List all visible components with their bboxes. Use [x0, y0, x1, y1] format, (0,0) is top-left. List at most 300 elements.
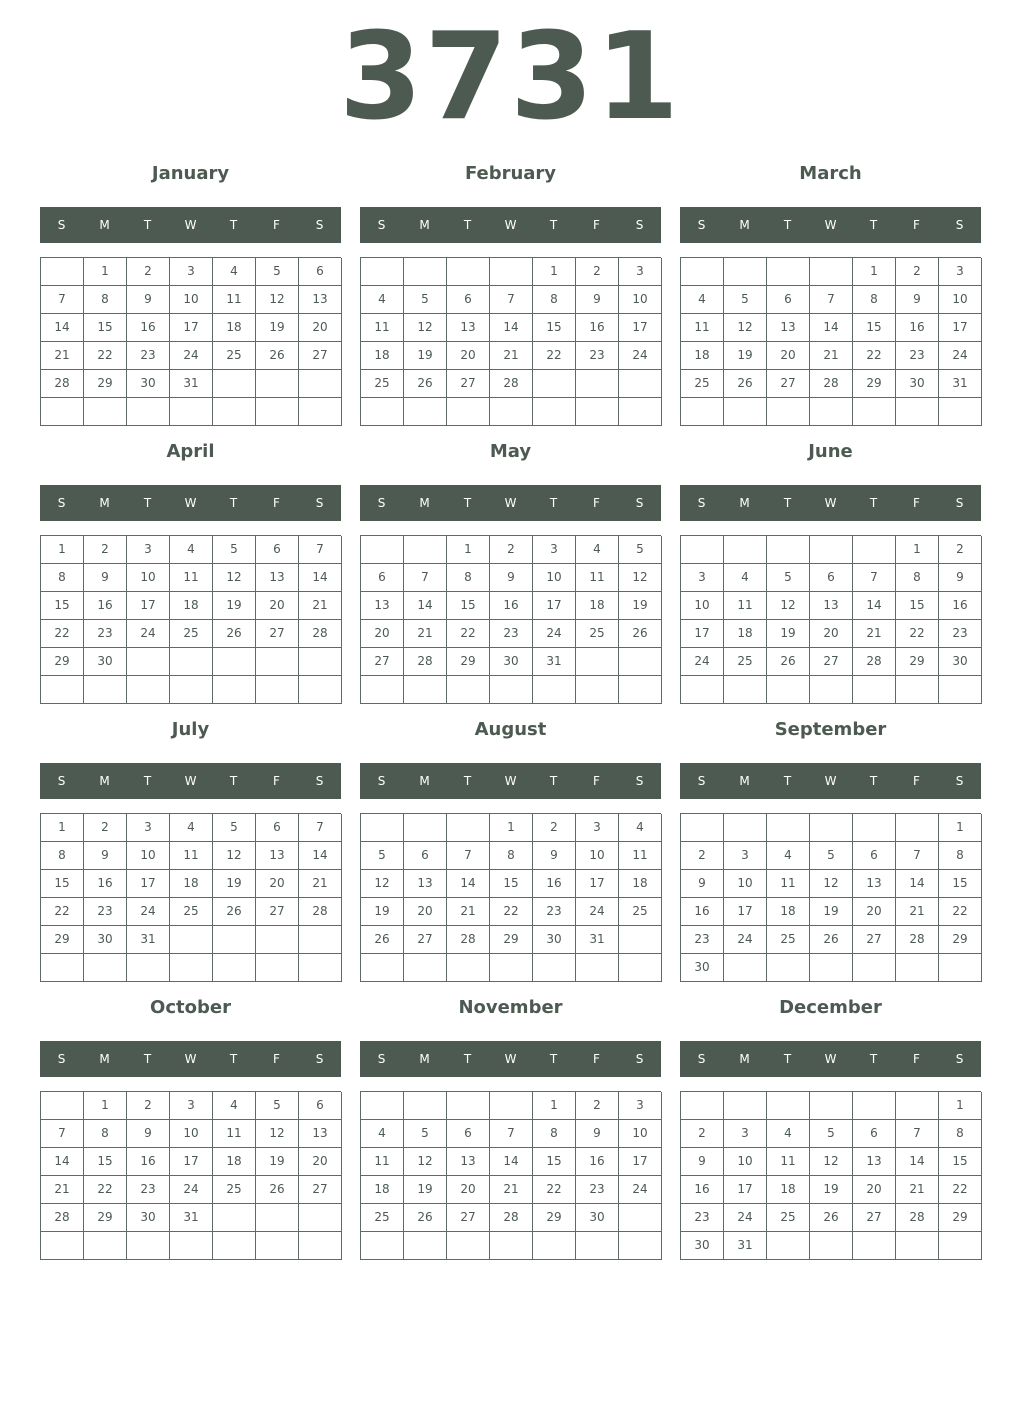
day-cell: 11 — [681, 314, 724, 342]
day-cell: 12 — [724, 314, 767, 342]
day-cell: 11 — [170, 842, 213, 870]
day-cell: 5 — [213, 814, 256, 842]
day-cell: 29 — [533, 1204, 576, 1232]
day-cell: 22 — [939, 898, 982, 926]
weekday-label: T — [229, 496, 238, 510]
empty-day-cell — [767, 398, 810, 426]
day-cell: 4 — [213, 1092, 256, 1120]
day-cell: 4 — [681, 286, 724, 314]
day-cell: 18 — [213, 1148, 256, 1176]
day-cell: 18 — [170, 592, 213, 620]
day-cell: 14 — [490, 314, 533, 342]
empty-day-cell — [490, 954, 533, 982]
month-name: June — [808, 441, 853, 462]
day-cell: 15 — [939, 870, 982, 898]
day-cell: 18 — [724, 620, 767, 648]
weekday-label: T — [869, 774, 878, 788]
empty-day-cell — [681, 398, 724, 426]
weekday-label: W — [184, 1052, 197, 1066]
weekday-label: M — [419, 1052, 430, 1066]
day-cell: 7 — [490, 286, 533, 314]
day-cell: 30 — [127, 370, 170, 398]
weekday-label: W — [504, 1052, 517, 1066]
empty-day-cell — [127, 954, 170, 982]
day-cell: 9 — [84, 564, 127, 592]
day-cell: 14 — [404, 592, 447, 620]
empty-day-cell — [256, 676, 299, 704]
day-cell: 6 — [256, 536, 299, 564]
weekday-label: W — [824, 218, 837, 232]
empty-day-cell — [724, 1092, 767, 1120]
empty-day-cell — [681, 676, 724, 704]
day-cell: 24 — [533, 620, 576, 648]
day-cell: 11 — [767, 870, 810, 898]
day-cell: 29 — [447, 648, 490, 676]
empty-day-cell — [533, 1232, 576, 1260]
empty-day-cell — [361, 258, 404, 286]
weekday-label: S — [635, 496, 644, 510]
empty-day-cell — [576, 370, 619, 398]
day-cell: 31 — [939, 370, 982, 398]
empty-day-cell — [853, 1092, 896, 1120]
day-cell: 15 — [939, 1148, 982, 1176]
weekday-label: W — [184, 774, 197, 788]
day-cell: 17 — [619, 314, 662, 342]
day-cell: 30 — [533, 926, 576, 954]
day-cell: 3 — [724, 1120, 767, 1148]
weekday-label: W — [824, 1052, 837, 1066]
day-cell: 12 — [810, 1148, 853, 1176]
day-cell: 14 — [853, 592, 896, 620]
day-cell: 1 — [41, 814, 84, 842]
weekday-label: T — [869, 218, 878, 232]
day-cell: 21 — [447, 898, 490, 926]
weekday-label: S — [315, 774, 324, 788]
weekday-label: F — [913, 496, 920, 510]
day-cell: 21 — [490, 342, 533, 370]
day-grid — [680, 535, 981, 704]
day-cell: 11 — [576, 564, 619, 592]
day-cell: 17 — [170, 1148, 213, 1176]
day-cell: 25 — [361, 1204, 404, 1232]
day-cell: 19 — [213, 592, 256, 620]
day-cell: 7 — [41, 1120, 84, 1148]
day-cell: 7 — [490, 1120, 533, 1148]
day-cell: 14 — [299, 564, 342, 592]
day-cell: 18 — [170, 870, 213, 898]
day-cell: 12 — [404, 314, 447, 342]
empty-day-cell — [724, 536, 767, 564]
day-cell: 1 — [84, 258, 127, 286]
day-cell: 18 — [213, 314, 256, 342]
day-grid — [680, 257, 981, 426]
day-cell: 26 — [256, 342, 299, 370]
day-cell: 16 — [681, 898, 724, 926]
empty-day-cell — [299, 648, 342, 676]
day-cell: 19 — [767, 620, 810, 648]
weekday-label: S — [377, 1052, 386, 1066]
day-cell: 21 — [810, 342, 853, 370]
day-cell: 1 — [84, 1092, 127, 1120]
weekday-label: S — [635, 218, 644, 232]
day-cell: 7 — [41, 286, 84, 314]
empty-day-cell — [619, 1204, 662, 1232]
day-cell: 9 — [84, 842, 127, 870]
day-cell: 11 — [170, 564, 213, 592]
weekday-label: T — [549, 1052, 558, 1066]
empty-day-cell — [127, 398, 170, 426]
empty-day-cell — [213, 676, 256, 704]
day-cell: 18 — [576, 592, 619, 620]
empty-day-cell — [170, 954, 213, 982]
day-cell: 5 — [256, 1092, 299, 1120]
weekday-label: T — [783, 218, 792, 232]
day-cell: 14 — [41, 1148, 84, 1176]
day-cell: 8 — [533, 1120, 576, 1148]
day-cell: 20 — [447, 342, 490, 370]
weekday-label: F — [913, 1052, 920, 1066]
weekday-label: W — [504, 496, 517, 510]
day-cell: 22 — [939, 1176, 982, 1204]
day-cell: 22 — [490, 898, 533, 926]
empty-day-cell — [447, 814, 490, 842]
weekday-label: S — [315, 218, 324, 232]
day-cell: 5 — [213, 536, 256, 564]
weekday-label: T — [463, 774, 472, 788]
empty-day-cell — [361, 676, 404, 704]
empty-day-cell — [490, 258, 533, 286]
day-cell: 13 — [853, 870, 896, 898]
weekday-header — [680, 1041, 981, 1077]
day-cell: 2 — [896, 258, 939, 286]
month-name: August — [474, 719, 547, 740]
day-cell: 31 — [170, 370, 213, 398]
day-cell: 28 — [299, 898, 342, 926]
day-cell: 10 — [533, 564, 576, 592]
day-cell: 16 — [576, 314, 619, 342]
day-cell: 15 — [41, 592, 84, 620]
day-cell: 21 — [896, 1176, 939, 1204]
empty-day-cell — [853, 954, 896, 982]
weekday-label: T — [549, 774, 558, 788]
weekday-label: T — [783, 774, 792, 788]
day-cell: 20 — [767, 342, 810, 370]
day-cell: 3 — [170, 1092, 213, 1120]
empty-day-cell — [299, 954, 342, 982]
day-cell: 7 — [853, 564, 896, 592]
day-cell: 2 — [490, 536, 533, 564]
empty-day-cell — [724, 814, 767, 842]
day-cell: 19 — [810, 1176, 853, 1204]
weekday-label: T — [783, 496, 792, 510]
day-cell: 1 — [896, 536, 939, 564]
empty-day-cell — [681, 258, 724, 286]
day-grid — [360, 535, 661, 704]
day-cell: 17 — [533, 592, 576, 620]
day-cell: 25 — [213, 342, 256, 370]
day-cell: 25 — [170, 620, 213, 648]
weekday-label: S — [635, 1052, 644, 1066]
weekday-label: S — [955, 1052, 964, 1066]
day-cell: 1 — [41, 536, 84, 564]
weekday-label: F — [593, 218, 600, 232]
day-cell: 9 — [939, 564, 982, 592]
day-cell: 3 — [681, 564, 724, 592]
day-cell: 22 — [447, 620, 490, 648]
empty-day-cell — [447, 258, 490, 286]
day-cell: 12 — [213, 564, 256, 592]
empty-day-cell — [853, 676, 896, 704]
day-cell: 30 — [576, 1204, 619, 1232]
day-cell: 15 — [490, 870, 533, 898]
day-cell: 21 — [41, 342, 84, 370]
day-cell: 12 — [767, 592, 810, 620]
day-cell: 9 — [533, 842, 576, 870]
day-cell: 24 — [170, 1176, 213, 1204]
day-cell: 6 — [256, 814, 299, 842]
day-cell: 11 — [724, 592, 767, 620]
weekday-label: S — [315, 496, 324, 510]
day-cell: 29 — [853, 370, 896, 398]
day-cell: 25 — [170, 898, 213, 926]
day-cell: 6 — [361, 564, 404, 592]
day-cell: 10 — [724, 1148, 767, 1176]
day-cell: 23 — [939, 620, 982, 648]
day-cell: 13 — [256, 842, 299, 870]
empty-day-cell — [896, 814, 939, 842]
empty-day-cell — [853, 536, 896, 564]
day-cell: 2 — [84, 814, 127, 842]
day-grid — [360, 1091, 661, 1260]
month-name: October — [150, 997, 231, 1018]
weekday-label: S — [57, 496, 66, 510]
day-cell: 3 — [619, 258, 662, 286]
weekday-label: S — [955, 218, 964, 232]
day-cell: 26 — [404, 370, 447, 398]
empty-day-cell — [490, 1232, 533, 1260]
day-cell: 27 — [361, 648, 404, 676]
empty-day-cell — [361, 1232, 404, 1260]
empty-day-cell — [767, 1232, 810, 1260]
empty-day-cell — [256, 398, 299, 426]
day-cell: 7 — [896, 842, 939, 870]
empty-day-cell — [619, 1232, 662, 1260]
day-cell: 12 — [404, 1148, 447, 1176]
day-cell: 6 — [447, 286, 490, 314]
empty-day-cell — [404, 258, 447, 286]
weekday-header — [360, 485, 661, 521]
empty-day-cell — [724, 258, 767, 286]
day-cell: 11 — [767, 1148, 810, 1176]
empty-day-cell — [533, 398, 576, 426]
empty-day-cell — [447, 1232, 490, 1260]
month-name: July — [171, 719, 210, 740]
day-cell: 9 — [576, 286, 619, 314]
day-cell: 20 — [299, 1148, 342, 1176]
day-cell: 20 — [299, 314, 342, 342]
day-cell: 15 — [41, 870, 84, 898]
weekday-label: F — [593, 1052, 600, 1066]
empty-day-cell — [490, 1092, 533, 1120]
weekday-header — [40, 1041, 341, 1077]
day-cell: 7 — [404, 564, 447, 592]
day-cell: 6 — [853, 1120, 896, 1148]
empty-day-cell — [84, 676, 127, 704]
empty-day-cell — [84, 1232, 127, 1260]
day-cell: 2 — [939, 536, 982, 564]
empty-day-cell — [361, 1092, 404, 1120]
day-cell: 8 — [896, 564, 939, 592]
weekday-label: M — [419, 496, 430, 510]
day-cell: 8 — [490, 842, 533, 870]
day-cell: 4 — [767, 1120, 810, 1148]
day-cell: 27 — [810, 648, 853, 676]
empty-day-cell — [170, 398, 213, 426]
day-cell: 23 — [576, 1176, 619, 1204]
day-cell: 30 — [490, 648, 533, 676]
day-cell: 3 — [533, 536, 576, 564]
day-cell: 20 — [404, 898, 447, 926]
day-cell: 6 — [767, 286, 810, 314]
empty-day-cell — [213, 954, 256, 982]
weekday-header — [360, 207, 661, 243]
day-cell: 27 — [447, 370, 490, 398]
empty-day-cell — [84, 398, 127, 426]
day-cell: 23 — [84, 898, 127, 926]
day-cell: 19 — [404, 1176, 447, 1204]
day-cell: 29 — [939, 1204, 982, 1232]
empty-day-cell — [213, 1204, 256, 1232]
day-cell: 8 — [939, 1120, 982, 1148]
weekday-label: W — [184, 218, 197, 232]
day-cell: 29 — [41, 648, 84, 676]
empty-day-cell — [767, 536, 810, 564]
day-cell: 19 — [810, 898, 853, 926]
day-cell: 23 — [533, 898, 576, 926]
empty-day-cell — [170, 648, 213, 676]
day-cell: 26 — [256, 1176, 299, 1204]
day-cell: 10 — [619, 286, 662, 314]
weekday-label: T — [229, 774, 238, 788]
weekday-label: W — [504, 774, 517, 788]
day-cell: 12 — [256, 286, 299, 314]
day-cell: 25 — [361, 370, 404, 398]
empty-day-cell — [84, 954, 127, 982]
day-cell: 3 — [619, 1092, 662, 1120]
empty-day-cell — [576, 954, 619, 982]
day-cell: 5 — [619, 536, 662, 564]
day-cell: 28 — [404, 648, 447, 676]
day-cell: 21 — [41, 1176, 84, 1204]
day-grid — [40, 535, 341, 704]
weekday-label: S — [697, 1052, 706, 1066]
day-cell: 3 — [576, 814, 619, 842]
day-cell: 30 — [127, 1204, 170, 1232]
day-cell: 4 — [724, 564, 767, 592]
day-cell: 31 — [533, 648, 576, 676]
day-cell: 17 — [939, 314, 982, 342]
weekday-label: S — [377, 218, 386, 232]
weekday-header — [40, 485, 341, 521]
empty-day-cell — [576, 676, 619, 704]
day-cell: 8 — [41, 842, 84, 870]
day-cell: 20 — [853, 898, 896, 926]
weekday-label: M — [739, 496, 750, 510]
day-cell: 8 — [84, 1120, 127, 1148]
day-cell: 21 — [853, 620, 896, 648]
day-cell: 4 — [361, 286, 404, 314]
empty-day-cell — [404, 814, 447, 842]
day-cell: 5 — [810, 1120, 853, 1148]
day-cell: 24 — [127, 620, 170, 648]
day-cell: 15 — [447, 592, 490, 620]
day-cell: 2 — [127, 1092, 170, 1120]
weekday-label: M — [99, 1052, 110, 1066]
day-cell: 22 — [84, 1176, 127, 1204]
day-cell: 17 — [127, 870, 170, 898]
day-cell: 27 — [299, 1176, 342, 1204]
day-cell: 11 — [213, 286, 256, 314]
empty-day-cell — [853, 1232, 896, 1260]
weekday-label: S — [57, 1052, 66, 1066]
empty-day-cell — [213, 648, 256, 676]
day-cell: 23 — [896, 342, 939, 370]
day-cell: 19 — [404, 342, 447, 370]
day-cell: 24 — [619, 342, 662, 370]
weekday-label: F — [273, 218, 280, 232]
empty-day-cell — [533, 370, 576, 398]
day-cell: 29 — [41, 926, 84, 954]
day-cell: 9 — [127, 1120, 170, 1148]
empty-day-cell — [404, 1232, 447, 1260]
day-cell: 29 — [490, 926, 533, 954]
day-cell: 13 — [810, 592, 853, 620]
empty-day-cell — [447, 1092, 490, 1120]
empty-day-cell — [490, 676, 533, 704]
empty-day-cell — [619, 954, 662, 982]
day-cell: 24 — [170, 342, 213, 370]
day-cell: 22 — [896, 620, 939, 648]
day-cell: 4 — [213, 258, 256, 286]
weekday-label: W — [504, 218, 517, 232]
day-cell: 18 — [681, 342, 724, 370]
empty-day-cell — [361, 954, 404, 982]
day-cell: 14 — [896, 1148, 939, 1176]
month-name: January — [151, 163, 230, 184]
day-cell: 13 — [256, 564, 299, 592]
day-cell: 9 — [490, 564, 533, 592]
day-cell: 9 — [681, 870, 724, 898]
day-grid — [40, 813, 341, 982]
day-cell: 15 — [853, 314, 896, 342]
day-cell: 21 — [490, 1176, 533, 1204]
empty-day-cell — [170, 676, 213, 704]
empty-day-cell — [810, 676, 853, 704]
weekday-label: M — [739, 218, 750, 232]
day-cell: 25 — [213, 1176, 256, 1204]
empty-day-cell — [256, 648, 299, 676]
day-cell: 21 — [404, 620, 447, 648]
empty-day-cell — [896, 1232, 939, 1260]
day-cell: 28 — [41, 370, 84, 398]
day-cell: 22 — [41, 898, 84, 926]
weekday-label: F — [593, 774, 600, 788]
day-cell: 16 — [127, 314, 170, 342]
empty-day-cell — [939, 1232, 982, 1260]
day-cell: 10 — [127, 842, 170, 870]
empty-day-cell — [533, 954, 576, 982]
weekday-label: T — [783, 1052, 792, 1066]
